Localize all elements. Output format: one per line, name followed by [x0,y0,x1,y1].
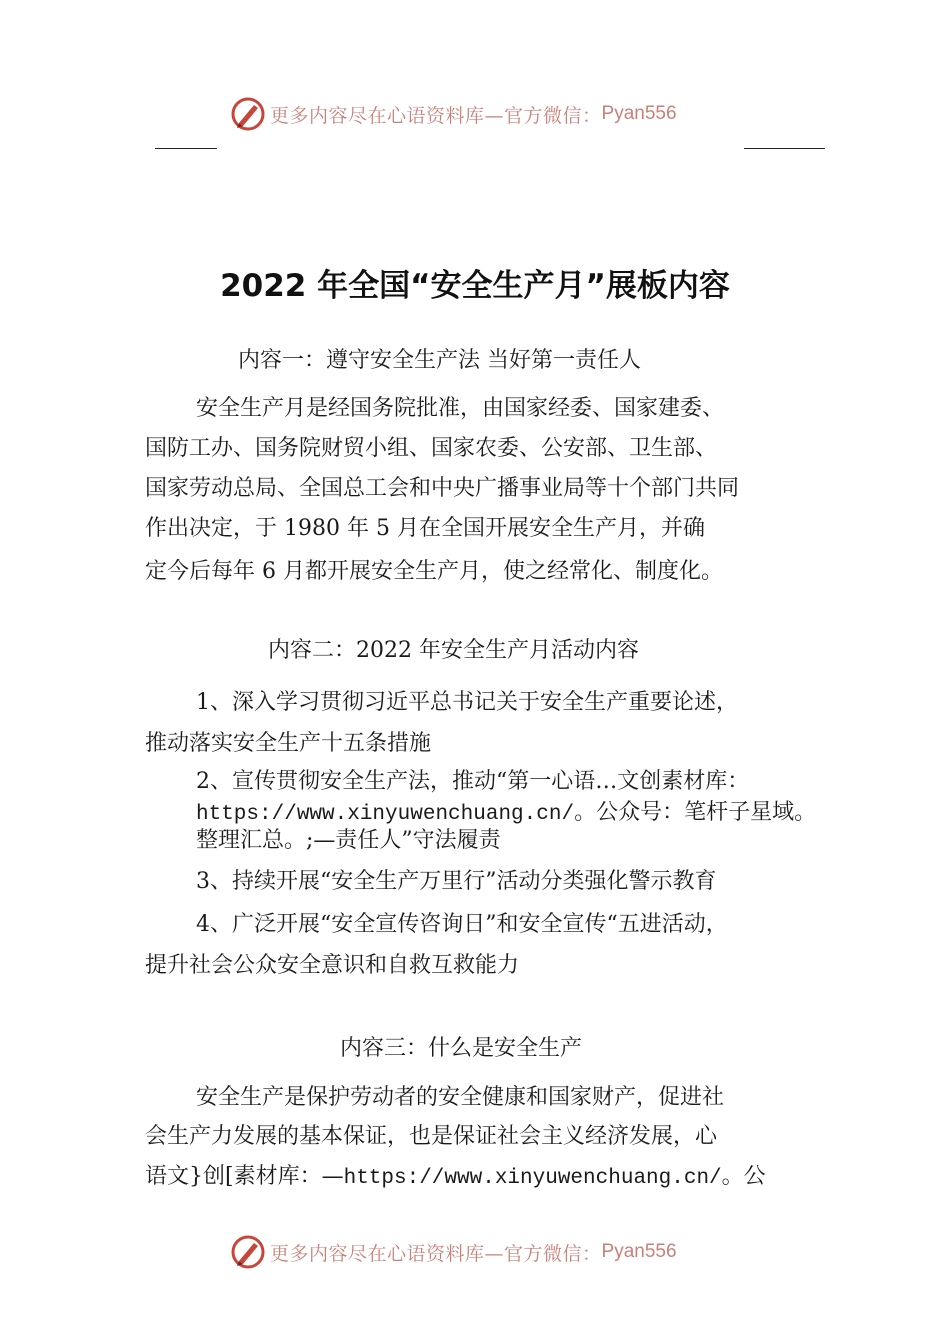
section1-line: 安全生产月是经国务院批准，由国家经委、国家建委、 [196,396,725,421]
section2-item1-line2: 推动落实安全生产十五条措施 [145,731,432,756]
section3-line3 [145,1162,766,1194]
section3-line1: 安全生产是保护劳动者的安全健康和国家财产，促进社 [196,1085,725,1110]
footer-wechat-id: Pyan556 [601,1241,677,1262]
section3-heading: 内容三：什么是安全生产 [340,1036,583,1061]
section1-line: 作出决定，于 1980 年 5 月在全国开展安全生产月，并确 [145,516,705,541]
section2-item2-line1: 2、宣传贯彻安全生产法，推动“第一心语…文创素材库： [196,769,750,794]
section3-line3-suffix: 。公 [721,1164,766,1189]
section3-line3-prefix: 语文}创[素材库：— [145,1164,344,1189]
section2-item2-line3: 整理汇总。;—责任人”守法履责 [196,828,501,853]
section2-item4-line2: 提升社会公众安全意识和自救互救能力 [145,953,520,978]
footer-banner [230,1232,677,1272]
section3-line2: 会生产力发展的基本保证，也是保证社会主义经济发展，心 [145,1124,718,1149]
header-rule-right [744,148,825,149]
pen-logo-icon [230,1234,266,1270]
pen-logo-icon [230,96,266,132]
section1-line: 国防工办、国务院财贸小组、国家农委、公安部、卫生部、 [145,436,718,461]
header-wechat-id: Pyan556 [601,103,677,124]
section2-item4-line1: 4、广泛开展“安全宣传咨询日”和安全宣传“五进活动， [196,912,728,937]
section1-line: 定今后每年 6 月都开展安全生产月，使之经常化、制度化。 [145,559,723,584]
header-rule-left [155,148,217,149]
section2-item2-suffix: 。公众号：笔杆子星域。 [574,800,817,825]
section2-item3: 3、持续开展“安全生产万里行”活动分类强化警示教育 [196,869,717,894]
section2-item2-url: https://www.xinyuwenchuang.cn/ [196,803,575,826]
header-banner [230,94,677,134]
section2-item1-line1: 1、深入学习贯彻习近平总书记关于安全生产重要论述， [196,690,738,715]
section3-line3-url: https://www.xinyuwenchuang.cn/ [343,1167,722,1190]
page-title: 2022 年全国“安全生产月”展板内容 [220,268,730,304]
header-text: 更多内容尽在心语资料库—官方微信： [270,104,602,127]
section1-heading: 内容一：遵守安全生产法 当好第一责任人 [238,348,641,373]
footer-text: 更多内容尽在心语资料库—官方微信： [270,1242,602,1265]
section1-line: 国家劳动总局、全国总工会和中央广播事业局等十个部门共同 [145,476,740,501]
section2-heading: 内容二：2022 年安全生产月活动内容 [268,638,639,663]
